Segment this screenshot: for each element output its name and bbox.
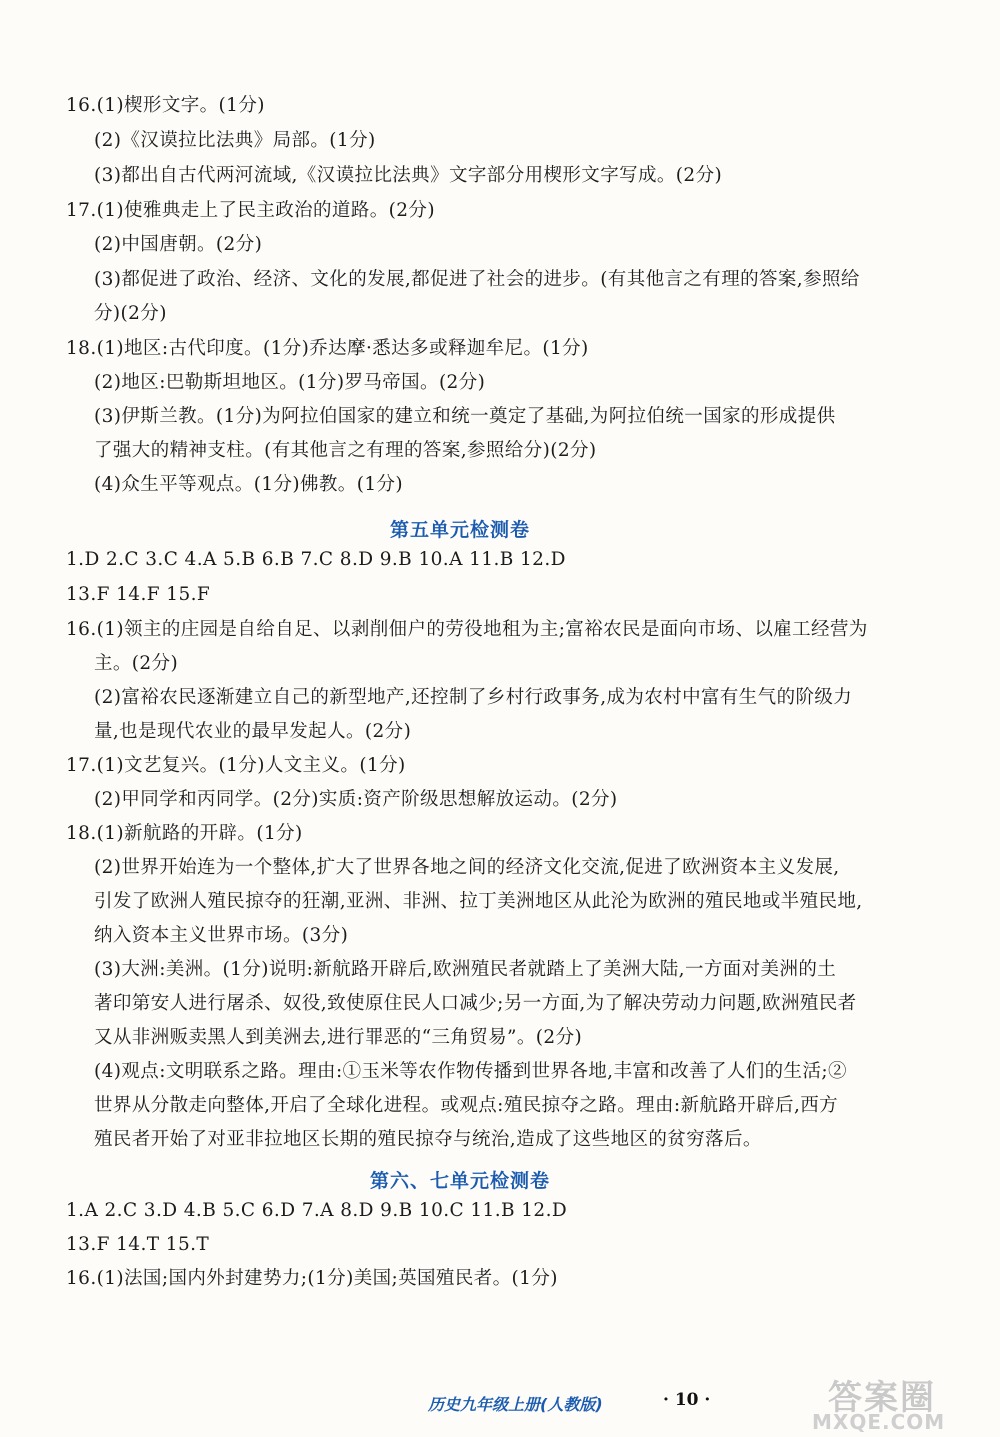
answer-line: 纳入资本主义世界市场。(3分)	[94, 925, 349, 946]
page-number: · 10 ·	[663, 1390, 711, 1410]
answer-line: 殖民者开始了对亚非拉地区长期的殖民掠夺与统治,造成了这些地区的贫穷落后。	[94, 1129, 762, 1150]
answer-line: 世界从分散走向整体,开启了全球化进程。或观点:殖民掠夺之路。理由:新航路开辟后,西方	[94, 1095, 839, 1116]
answer-line: 主。(2分)	[94, 653, 179, 674]
answer-line: 16.(1)楔形文字。(1分)	[66, 95, 265, 116]
answer-line: 13.F 14.F 15.F	[66, 584, 211, 605]
answer-line: (2)中国唐朝。(2分)	[94, 234, 263, 255]
answer-line: 17.(1)使雅典走上了民主政治的道路。(2分)	[66, 200, 435, 221]
answer-line: (3)都促进了政治、经济、文化的发展,都促进了社会的进步。(有其他言之有理的答案,参照给	[94, 269, 860, 290]
footer-book-title: 历史九年级上册(人教版)	[428, 1395, 603, 1414]
answer-line: 1.A 2.C 3.D 4.B 5.C 6.D 7.A 8.D 9.B 10.C 11.B 12.D	[66, 1200, 568, 1221]
answer-line: 了强大的精神支柱。(有其他言之有理的答案,参照给分)(2分)	[94, 440, 597, 461]
answer-line: 著印第安人进行屠杀、奴役,致使原住民人口减少;另一方面,为了解决劳动力问题,欧洲殖民者	[94, 993, 857, 1014]
answer-line: 18.(1)地区:古代印度。(1分)乔达摩·悉达多或释迦牟尼。(1分)	[66, 338, 589, 359]
watermark-bottom: MXQE.COM	[812, 1410, 946, 1434]
answer-line: (3)都出自古代两河流域,《汉谟拉比法典》文字部分用楔形文字写成。(2分)	[94, 165, 723, 186]
answer-line: (2)地区:巴勒斯坦地区。(1分)罗马帝国。(2分)	[94, 372, 486, 393]
section-heading: 第六、七单元检测卷	[369, 1170, 550, 1192]
answer-line: 13.F 14.T 15.T	[66, 1234, 210, 1255]
answer-line: 分)(2分)	[94, 303, 167, 324]
answer-line: (2)《汉谟拉比法典》局部。(1分)	[94, 130, 376, 151]
answer-line: 17.(1)文艺复兴。(1分)人文主义。(1分)	[66, 755, 406, 776]
answer-line: (4)观点:文明联系之路。理由:①玉米等农作物传播到世界各地,丰富和改善了人们的生活;②	[94, 1061, 847, 1082]
answer-line: (4)众生平等观点。(1分)佛教。(1分)	[94, 474, 404, 495]
answer-line: (2)世界开始连为一个整体,扩大了世界各地之间的经济文化交流,促进了欧洲资本主义发展,	[94, 857, 840, 878]
answer-line: 又从非洲贩卖黑人到美洲去,进行罪恶的“三角贸易”。(2分)	[94, 1027, 583, 1048]
answer-line: 1.D 2.C 3.C 4.A 5.B 6.B 7.C 8.D 9.B 10.A 11.B 12.D	[66, 549, 566, 570]
answer-line: 量,也是现代农业的最早发起人。(2分)	[94, 721, 412, 742]
watermark-top: 答案圈	[828, 1378, 936, 1418]
answer-line: 16.(1)法国;国内外封建势力;(1分)美国;英国殖民者。(1分)	[66, 1268, 558, 1289]
answer-line: 18.(1)新航路的开辟。(1分)	[66, 823, 303, 844]
answer-line: (3)大洲:美洲。(1分)说明:新航路开辟后,欧洲殖民者就踏上了美洲大陆,一方面对美洲的土	[94, 959, 837, 980]
answer-line: 16.(1)领主的庄园是自给自足、以剥削佃户的劳役地租为主;富裕农民是面向市场、以雇工经营为	[66, 619, 868, 640]
section-heading: 第五单元检测卷	[389, 519, 530, 541]
answer-line: (3)伊斯兰教。(1分)为阿拉伯国家的建立和统一奠定了基础,为阿拉伯统一国家的形成提供	[94, 406, 836, 427]
answer-line: (2)甲同学和丙同学。(2分)实质:资产阶级思想解放运动。(2分)	[94, 789, 618, 810]
answer-line: 引发了欧洲人殖民掠夺的狂潮,亚洲、非洲、拉丁美洲地区从此沦为欧洲的殖民地或半殖民地,	[94, 891, 863, 912]
watermark-logo	[808, 1370, 996, 1434]
answer-line: (2)富裕农民逐渐建立自己的新型地产,还控制了乡村行政事务,成为农村中富有生气的阶级力	[94, 687, 853, 708]
